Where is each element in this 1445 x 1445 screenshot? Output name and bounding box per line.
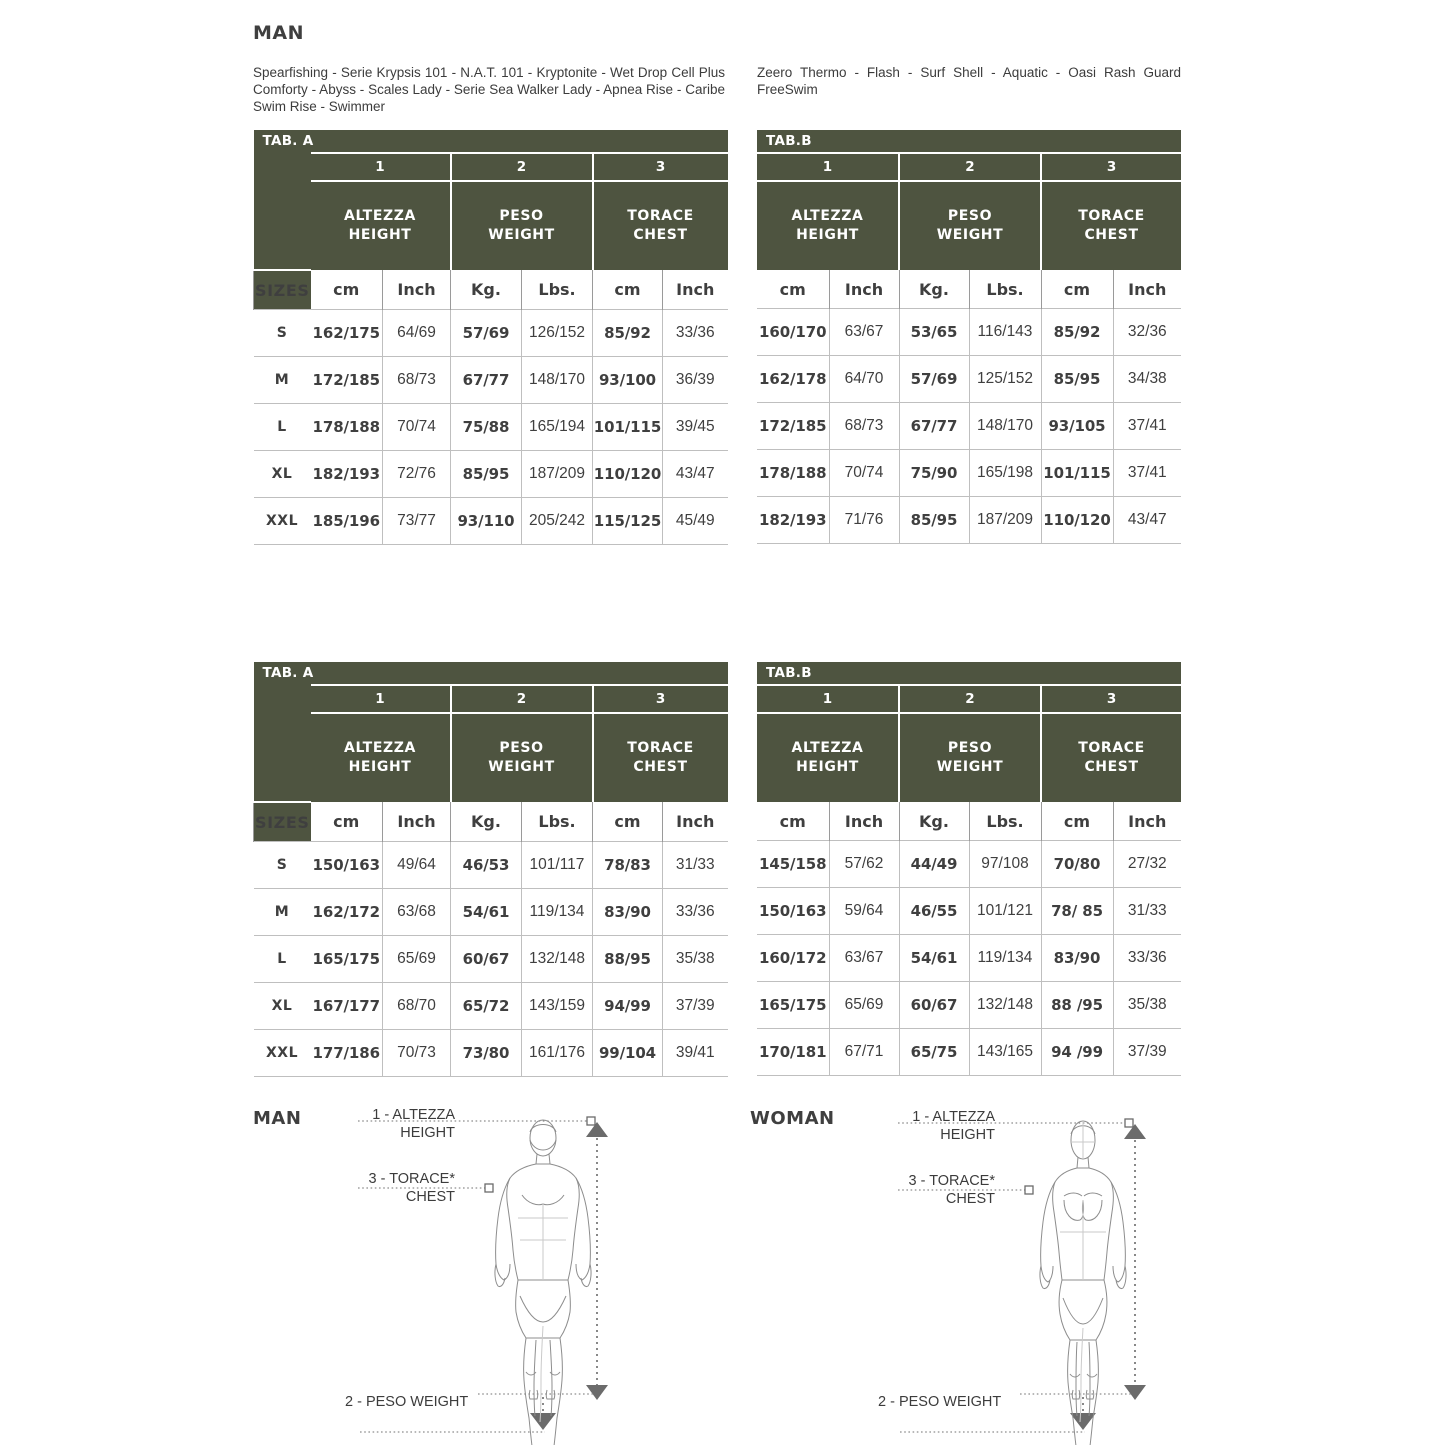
cell-chest-inch: 35/38 bbox=[663, 936, 728, 983]
tab-name: TAB.B bbox=[757, 662, 1181, 685]
row-size-label: L bbox=[254, 404, 311, 451]
cell-height-cm: 185/196 bbox=[311, 498, 383, 545]
cell-chest-cm: 115/125 bbox=[593, 498, 663, 545]
page-title-man: MAN bbox=[253, 22, 305, 44]
group-title-chest-it: TORACE bbox=[627, 740, 694, 756]
cell-height-cm: 178/188 bbox=[311, 404, 383, 451]
group-title-weight bbox=[451, 713, 593, 802]
unit-row bbox=[254, 270, 728, 310]
table-row bbox=[757, 309, 1181, 356]
cell-height-cm: 162/178 bbox=[757, 356, 829, 403]
cell-chest-inch: 43/47 bbox=[1113, 497, 1181, 544]
table-row bbox=[254, 310, 728, 357]
group-title-height bbox=[757, 181, 899, 270]
cell-weight-kg: 60/67 bbox=[451, 936, 522, 983]
cell-weight-kg: 67/77 bbox=[899, 403, 969, 450]
cell-weight-lbs: 119/134 bbox=[522, 889, 593, 936]
cell-height-cm: 167/177 bbox=[311, 983, 383, 1030]
unit-inch-chest: Inch bbox=[663, 802, 728, 842]
cell-weight-kg: 85/95 bbox=[899, 497, 969, 544]
cell-height-inch: 57/62 bbox=[829, 841, 899, 888]
cell-chest-cm: 110/120 bbox=[1041, 497, 1113, 544]
cell-chest-cm: 70/80 bbox=[1041, 841, 1113, 888]
cell-chest-cm: 93/100 bbox=[593, 357, 663, 404]
group-title-chest-it: TORACE bbox=[1078, 208, 1145, 224]
cell-chest-cm: 94 /99 bbox=[1041, 1029, 1113, 1076]
cell-chest-cm: 88/95 bbox=[593, 936, 663, 983]
unit-lbs-weight: Lbs. bbox=[969, 270, 1041, 309]
cell-chest-inch: 27/32 bbox=[1113, 841, 1181, 888]
woman-chest-measure-it: 3 - TORACE* bbox=[908, 1173, 995, 1189]
cell-chest-cm: 83/90 bbox=[1041, 935, 1113, 982]
unit-cm-height: cm bbox=[779, 811, 806, 831]
cell-weight-kg: 60/67 bbox=[899, 982, 969, 1029]
cell-chest-cm: 93/105 bbox=[1041, 403, 1113, 450]
cell-weight-kg: 57/69 bbox=[899, 356, 969, 403]
table-woman-tab-b bbox=[757, 662, 1181, 1076]
unit-row bbox=[254, 802, 728, 842]
group-title-weight-en: WEIGHT bbox=[488, 227, 555, 243]
group-title-height-en: HEIGHT bbox=[348, 759, 412, 775]
group-title-row bbox=[254, 181, 728, 270]
unit-kg-weight: Kg. bbox=[899, 802, 969, 841]
group-title-chest-it: TORACE bbox=[1078, 740, 1145, 756]
cell-weight-lbs: 101/117 bbox=[522, 842, 593, 889]
cell-chest-inch: 35/38 bbox=[1113, 982, 1181, 1029]
cell-height-cm: 177/186 bbox=[311, 1030, 383, 1077]
table-row bbox=[254, 983, 728, 1030]
unit-kg-weight: Kg. bbox=[451, 802, 522, 842]
description-right: Zeero Thermo - Flash - Surf Shell - Aquatic - Oasi Rash Guard FreeSwim bbox=[757, 65, 1181, 97]
woman-weight-measure-label: 2 - PESO WEIGHT bbox=[878, 1394, 1002, 1410]
group-title-chest-en: CHEST bbox=[633, 227, 688, 243]
cell-weight-kg: 93/110 bbox=[451, 498, 522, 545]
cell-weight-kg: 67/77 bbox=[451, 357, 522, 404]
group-number-row bbox=[757, 153, 1181, 181]
table-title-row bbox=[254, 130, 728, 153]
group-title-height bbox=[311, 181, 451, 270]
row-size-label: M bbox=[254, 889, 311, 936]
unit-cm-height: cm bbox=[333, 812, 360, 831]
cell-weight-lbs: 116/143 bbox=[969, 309, 1041, 356]
group-title-row bbox=[757, 713, 1181, 802]
unit-inch-height: Inch bbox=[383, 802, 451, 842]
cell-height-cm: 172/185 bbox=[757, 403, 829, 450]
group-title-weight-it: PESO bbox=[499, 208, 544, 224]
group-number-3: 3 bbox=[1041, 685, 1181, 713]
cell-chest-inch: 43/47 bbox=[663, 451, 728, 498]
cell-weight-kg: 44/49 bbox=[899, 841, 969, 888]
group-title-height-it: ALTEZZA bbox=[344, 208, 416, 224]
cell-chest-inch: 33/36 bbox=[1113, 935, 1181, 982]
unit-cm-chest: cm bbox=[593, 270, 663, 310]
row-size-label: S bbox=[254, 310, 311, 357]
cell-chest-inch: 37/41 bbox=[1113, 403, 1181, 450]
cell-weight-lbs: 119/134 bbox=[969, 935, 1041, 982]
cell-weight-lbs: 143/159 bbox=[522, 983, 593, 1030]
group-title-weight-en: WEIGHT bbox=[488, 759, 555, 775]
woman-height-top-marker bbox=[1125, 1119, 1133, 1127]
table-woman-tab-a bbox=[253, 662, 727, 1077]
cell-chest-cm: 99/104 bbox=[593, 1030, 663, 1077]
cell-height-cm: 150/163 bbox=[757, 888, 829, 935]
cell-chest-cm: 101/115 bbox=[1041, 450, 1113, 497]
group-number-2: 2 bbox=[451, 685, 593, 713]
unit-kg-weight: Kg. bbox=[451, 270, 522, 310]
group-number-1: 1 bbox=[311, 153, 451, 181]
unit-row bbox=[757, 270, 1181, 309]
cell-weight-lbs: 187/209 bbox=[522, 451, 593, 498]
tab-name: TAB. A bbox=[254, 130, 728, 153]
cell-chest-inch: 33/36 bbox=[663, 310, 728, 357]
cell-height-cm: 182/193 bbox=[757, 497, 829, 544]
cell-chest-inch: 39/41 bbox=[663, 1030, 728, 1077]
unit-cm-chest: cm bbox=[1041, 270, 1113, 309]
group-title-weight-it: PESO bbox=[947, 208, 993, 224]
group-number-2: 2 bbox=[899, 153, 1041, 181]
group-number-1: 1 bbox=[757, 153, 899, 181]
figure-label-woman: WOMAN bbox=[750, 1108, 835, 1129]
table-row bbox=[757, 403, 1181, 450]
sizes-label: SIZES bbox=[254, 802, 311, 842]
cell-weight-kg: 46/53 bbox=[451, 842, 522, 889]
cell-height-cm: 172/185 bbox=[311, 357, 383, 404]
cell-height-cm: 165/175 bbox=[311, 936, 383, 983]
cell-chest-inch: 31/33 bbox=[1113, 888, 1181, 935]
cell-height-inch: 68/73 bbox=[829, 403, 899, 450]
cell-weight-kg: 75/90 bbox=[899, 450, 969, 497]
table-row bbox=[757, 841, 1181, 888]
cell-height-inch: 59/64 bbox=[829, 888, 899, 935]
cell-weight-kg: 65/72 bbox=[451, 983, 522, 1030]
man-chest-measure-it: 3 - TORACE* bbox=[368, 1171, 455, 1187]
group-title-height bbox=[311, 713, 451, 802]
cell-weight-kg: 75/88 bbox=[451, 404, 522, 451]
table-row bbox=[757, 1029, 1181, 1076]
table-row bbox=[254, 889, 728, 936]
man-height-top-marker bbox=[587, 1117, 595, 1125]
cell-weight-lbs: 97/108 bbox=[969, 841, 1041, 888]
man-chest-measure-en: CHEST bbox=[405, 1189, 455, 1205]
unit-lbs-weight: Lbs. bbox=[969, 802, 1041, 841]
unit-kg-weight: Kg. bbox=[899, 270, 969, 309]
cell-weight-kg: 85/95 bbox=[451, 451, 522, 498]
cell-weight-lbs: 101/121 bbox=[969, 888, 1041, 935]
cell-chest-inch: 37/39 bbox=[663, 983, 728, 1030]
cell-chest-inch: 32/36 bbox=[1113, 309, 1181, 356]
cell-chest-cm: 110/120 bbox=[593, 451, 663, 498]
cell-chest-inch: 37/39 bbox=[1113, 1029, 1181, 1076]
man-weight-arrow-down bbox=[530, 1413, 556, 1430]
unit-inch-height: Inch bbox=[383, 270, 451, 310]
group-title-chest-en: CHEST bbox=[1084, 759, 1139, 775]
group-number-1: 1 bbox=[757, 685, 899, 713]
row-size-label: XXL bbox=[254, 498, 311, 545]
woman-height-measure-en: HEIGHT bbox=[940, 1127, 995, 1143]
cell-height-inch: 64/70 bbox=[829, 356, 899, 403]
cell-weight-lbs: 125/152 bbox=[969, 356, 1041, 403]
table-row bbox=[254, 357, 728, 404]
group-number-row bbox=[254, 685, 728, 713]
table-man-tab-b bbox=[757, 130, 1181, 544]
group-title-weight-en: WEIGHT bbox=[936, 759, 1004, 775]
cell-weight-kg: 54/61 bbox=[899, 935, 969, 982]
man-height-arrow-down bbox=[586, 1385, 608, 1400]
sizes-header-spacer bbox=[254, 685, 311, 802]
cell-height-inch: 49/64 bbox=[383, 842, 451, 889]
cell-height-inch: 68/70 bbox=[383, 983, 451, 1030]
cell-weight-kg: 57/69 bbox=[451, 310, 522, 357]
cell-height-cm: 145/158 bbox=[757, 841, 829, 888]
woman-height-arrow-down bbox=[1124, 1385, 1146, 1400]
group-title-height-en: HEIGHT bbox=[348, 227, 412, 243]
cell-chest-cm: 94/99 bbox=[593, 983, 663, 1030]
unit-lbs-weight: Lbs. bbox=[522, 802, 593, 842]
table-row bbox=[757, 935, 1181, 982]
table-title-row bbox=[254, 662, 728, 685]
cell-weight-lbs: 205/242 bbox=[522, 498, 593, 545]
figure-label-man: MAN bbox=[253, 1108, 302, 1129]
cell-height-inch: 63/67 bbox=[829, 309, 899, 356]
cell-chest-inch: 36/39 bbox=[663, 357, 728, 404]
woman-figure-diagram bbox=[880, 1100, 1160, 1445]
group-number-2: 2 bbox=[451, 153, 593, 181]
group-title-chest bbox=[593, 181, 728, 270]
woman-chest-measure-en: CHEST bbox=[945, 1191, 995, 1207]
cell-chest-inch: 45/49 bbox=[663, 498, 728, 545]
unit-inch-chest: Inch bbox=[1113, 270, 1181, 309]
cell-weight-lbs: 165/198 bbox=[969, 450, 1041, 497]
cell-weight-lbs: 126/152 bbox=[522, 310, 593, 357]
unit-cm-chest: cm bbox=[1041, 802, 1113, 841]
cell-height-inch: 70/73 bbox=[383, 1030, 451, 1077]
cell-weight-kg: 54/61 bbox=[451, 889, 522, 936]
cell-height-inch: 70/74 bbox=[829, 450, 899, 497]
woman-height-measure-it: 1 - ALTEZZA bbox=[912, 1109, 995, 1125]
cell-height-cm: 160/170 bbox=[757, 309, 829, 356]
man-chest-marker bbox=[485, 1184, 493, 1192]
cell-weight-kg: 65/75 bbox=[899, 1029, 969, 1076]
row-size-label: XL bbox=[254, 983, 311, 1030]
group-title-row bbox=[757, 181, 1181, 270]
group-title-height-it: ALTEZZA bbox=[791, 208, 864, 224]
unit-inch-height: Inch bbox=[829, 270, 899, 309]
group-number-3: 3 bbox=[593, 153, 728, 181]
unit-cm-height: cm bbox=[333, 280, 360, 299]
cell-chest-inch: 34/38 bbox=[1113, 356, 1181, 403]
group-number-1: 1 bbox=[311, 685, 451, 713]
cell-height-inch: 65/69 bbox=[829, 982, 899, 1029]
row-size-label: XL bbox=[254, 451, 311, 498]
man-height-measure-en: HEIGHT bbox=[400, 1125, 455, 1141]
man-body-outline bbox=[495, 1120, 591, 1445]
cell-weight-kg: 53/65 bbox=[899, 309, 969, 356]
cell-chest-inch: 31/33 bbox=[663, 842, 728, 889]
cell-height-inch: 67/71 bbox=[829, 1029, 899, 1076]
man-height-measure-it: 1 - ALTEZZA bbox=[372, 1107, 455, 1123]
row-size-label: L bbox=[254, 936, 311, 983]
cell-chest-cm: 83/90 bbox=[593, 889, 663, 936]
cell-weight-lbs: 132/148 bbox=[969, 982, 1041, 1029]
unit-inch-chest: Inch bbox=[1113, 802, 1181, 841]
group-title-height bbox=[757, 713, 899, 802]
cell-chest-cm: 85/95 bbox=[1041, 356, 1113, 403]
cell-chest-cm: 85/92 bbox=[593, 310, 663, 357]
cell-weight-lbs: 148/170 bbox=[969, 403, 1041, 450]
cell-weight-lbs: 161/176 bbox=[522, 1030, 593, 1077]
man-figure-diagram bbox=[340, 1100, 630, 1445]
cell-height-cm: 162/172 bbox=[311, 889, 383, 936]
row-size-label: M bbox=[254, 357, 311, 404]
table-title-row bbox=[757, 130, 1181, 153]
cell-height-inch: 64/69 bbox=[383, 310, 451, 357]
cell-chest-cm: 101/115 bbox=[593, 404, 663, 451]
group-title-weight bbox=[899, 181, 1041, 270]
group-title-chest-en: CHEST bbox=[1084, 227, 1139, 243]
unit-inch-chest: Inch bbox=[663, 270, 728, 310]
cell-height-inch: 65/69 bbox=[383, 936, 451, 983]
cell-height-cm: 162/175 bbox=[311, 310, 383, 357]
cell-weight-kg: 46/55 bbox=[899, 888, 969, 935]
cell-chest-cm: 85/92 bbox=[1041, 309, 1113, 356]
cell-height-inch: 71/76 bbox=[829, 497, 899, 544]
group-number-2: 2 bbox=[899, 685, 1041, 713]
cell-height-cm: 160/172 bbox=[757, 935, 829, 982]
woman-chest-marker bbox=[1025, 1186, 1033, 1194]
cell-weight-lbs: 148/170 bbox=[522, 357, 593, 404]
group-title-height-it: ALTEZZA bbox=[791, 740, 864, 756]
table-row bbox=[757, 982, 1181, 1029]
group-title-height-en: HEIGHT bbox=[796, 227, 859, 243]
group-number-3: 3 bbox=[1041, 153, 1181, 181]
cell-weight-lbs: 165/194 bbox=[522, 404, 593, 451]
group-title-weight bbox=[899, 713, 1041, 802]
group-number-row bbox=[757, 685, 1181, 713]
table-row bbox=[757, 356, 1181, 403]
table-row bbox=[757, 450, 1181, 497]
group-title-weight bbox=[451, 181, 593, 270]
cell-height-inch: 63/67 bbox=[829, 935, 899, 982]
cell-height-inch: 63/68 bbox=[383, 889, 451, 936]
unit-inch-height: Inch bbox=[829, 802, 899, 841]
cell-chest-inch: 39/45 bbox=[663, 404, 728, 451]
table-row bbox=[254, 451, 728, 498]
table-row bbox=[757, 497, 1181, 544]
cell-chest-cm: 78/ 85 bbox=[1041, 888, 1113, 935]
cell-weight-lbs: 187/209 bbox=[969, 497, 1041, 544]
cell-height-inch: 72/76 bbox=[383, 451, 451, 498]
cell-height-inch: 73/77 bbox=[383, 498, 451, 545]
group-number-3: 3 bbox=[593, 685, 728, 713]
cell-height-cm: 165/175 bbox=[757, 982, 829, 1029]
cell-height-cm: 178/188 bbox=[757, 450, 829, 497]
tab-name: TAB. A bbox=[254, 662, 728, 685]
description-left: Spearfishing - Serie Krypsis 101 - N.A.T. 101 - Kryptonite - Wet Drop Cell Plus Comforty - Abyss - Scales Lady - Serie Sea Walker Lady - Apnea Rise - Caribe Swim Rise - Swimmer bbox=[253, 65, 725, 114]
unit-row bbox=[757, 802, 1181, 841]
unit-cm-chest: cm bbox=[593, 802, 663, 842]
cell-chest-inch: 37/41 bbox=[1113, 450, 1181, 497]
table-row bbox=[254, 1030, 728, 1077]
man-weight-measure-label: 2 - PESO WEIGHT bbox=[345, 1394, 469, 1410]
group-title-height-en: HEIGHT bbox=[796, 759, 859, 775]
group-title-weight-en: WEIGHT bbox=[936, 227, 1004, 243]
group-title-row bbox=[254, 713, 728, 802]
unit-cm-height: cm bbox=[779, 279, 806, 299]
cell-chest-cm: 78/83 bbox=[593, 842, 663, 889]
group-title-chest bbox=[1041, 713, 1181, 802]
group-number-row bbox=[254, 153, 728, 181]
table-row bbox=[254, 936, 728, 983]
sizes-header-spacer bbox=[254, 153, 311, 270]
cell-height-inch: 70/74 bbox=[383, 404, 451, 451]
table-title-row bbox=[757, 662, 1181, 685]
cell-weight-lbs: 132/148 bbox=[522, 936, 593, 983]
cell-chest-cm: 88 /95 bbox=[1041, 982, 1113, 1029]
cell-height-cm: 170/181 bbox=[757, 1029, 829, 1076]
group-title-chest bbox=[1041, 181, 1181, 270]
cell-height-cm: 150/163 bbox=[311, 842, 383, 889]
row-size-label: XXL bbox=[254, 1030, 311, 1077]
group-title-height-it: ALTEZZA bbox=[344, 740, 416, 756]
row-size-label: S bbox=[254, 842, 311, 889]
unit-lbs-weight: Lbs. bbox=[522, 270, 593, 310]
woman-body-outline bbox=[1040, 1121, 1126, 1445]
table-row bbox=[757, 888, 1181, 935]
cell-chest-inch: 33/36 bbox=[663, 889, 728, 936]
table-row bbox=[254, 404, 728, 451]
group-title-chest-en: CHEST bbox=[633, 759, 688, 775]
group-title-chest-it: TORACE bbox=[627, 208, 694, 224]
group-title-chest bbox=[593, 713, 728, 802]
table-man-tab-a bbox=[253, 130, 727, 545]
cell-height-inch: 68/73 bbox=[383, 357, 451, 404]
cell-weight-lbs: 143/165 bbox=[969, 1029, 1041, 1076]
cell-height-cm: 182/193 bbox=[311, 451, 383, 498]
group-title-weight-it: PESO bbox=[499, 740, 544, 756]
sizes-label: SIZES bbox=[254, 270, 311, 310]
cell-weight-kg: 73/80 bbox=[451, 1030, 522, 1077]
group-title-weight-it: PESO bbox=[947, 740, 993, 756]
table-row bbox=[254, 498, 728, 545]
table-row bbox=[254, 842, 728, 889]
tab-name: TAB.B bbox=[757, 130, 1181, 153]
